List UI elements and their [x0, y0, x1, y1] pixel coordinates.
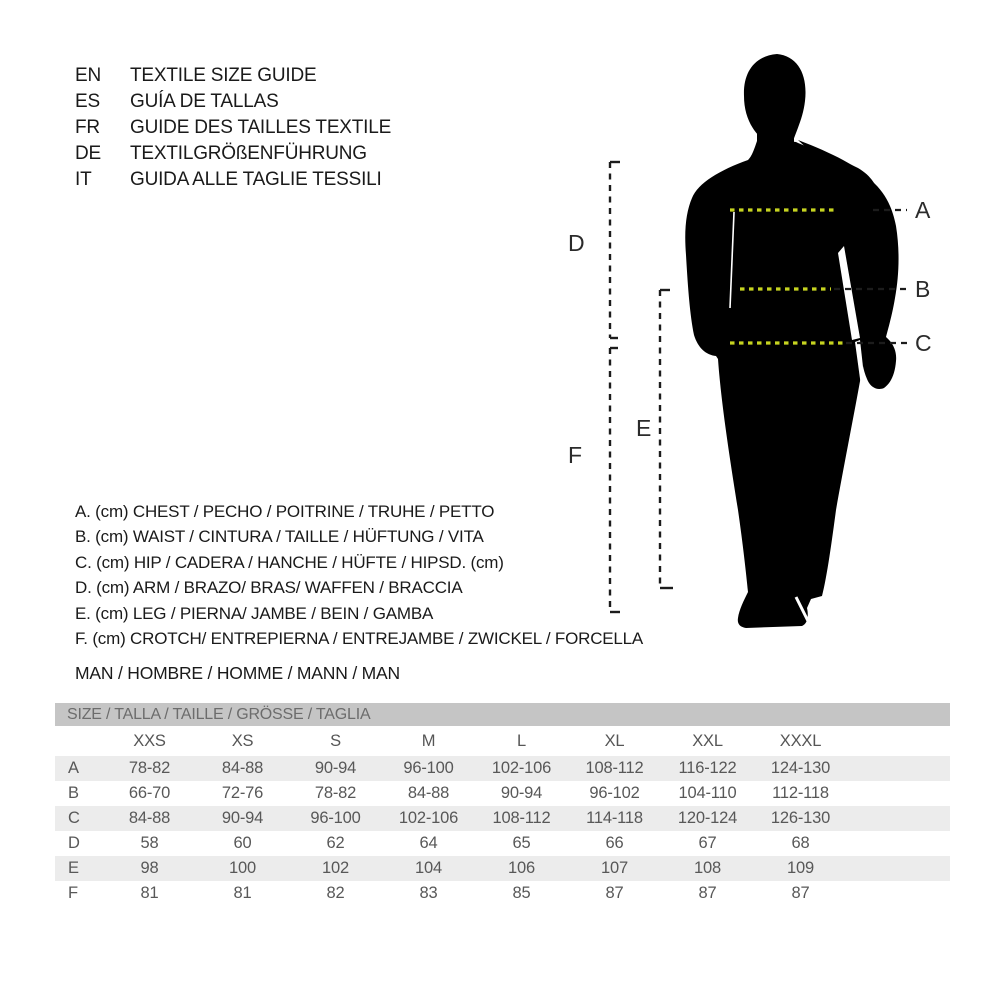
- language-header: [75, 63, 391, 193]
- cell: 87: [791, 884, 810, 902]
- cell: 68: [791, 834, 810, 852]
- cell: 66: [605, 834, 624, 852]
- cell: 108-112: [492, 809, 551, 827]
- cell: 78-82: [128, 759, 171, 777]
- cell: 102-106: [398, 809, 459, 827]
- cell: 109: [787, 859, 814, 877]
- cell: 108: [694, 859, 721, 877]
- cell: 102-106: [491, 759, 552, 777]
- label-waist: B: [915, 276, 931, 302]
- cell: 62: [326, 834, 345, 852]
- legend-item-arm: D. (cm) ARM / BRAZO/ BRAS/ WAFFEN / BRACCIA: [75, 578, 463, 598]
- cell: 84-88: [221, 759, 264, 777]
- table-row: [55, 881, 950, 906]
- cell: 82: [326, 884, 345, 902]
- cell: 120-124: [677, 809, 738, 827]
- cell: 64: [419, 834, 438, 852]
- size-table: [55, 703, 950, 906]
- cell: 104-110: [678, 784, 737, 802]
- language-row: [75, 141, 391, 167]
- table-row: [55, 781, 950, 806]
- cell: 65: [512, 834, 531, 852]
- size-table-title: SIZE / TALLA / TAILLE / GRÖSSE / TAGLIA: [55, 703, 950, 726]
- row-label: D: [68, 834, 80, 852]
- legend-item-leg: E. (cm) LEG / PIERNA/ JAMBE / BEIN / GAMBA: [75, 603, 434, 623]
- cell: 102: [322, 859, 349, 877]
- cell: 67: [698, 834, 717, 852]
- language-code: EN: [75, 65, 101, 86]
- language-row: [75, 89, 391, 115]
- cell: 84-88: [128, 809, 171, 827]
- cell: 87: [605, 884, 624, 902]
- legend-item-waist: B. (cm) WAIST / CINTURA / TAILLE / HÜFTUNG / VITA: [75, 527, 484, 547]
- language-code: DE: [75, 143, 101, 164]
- cell: 96-102: [589, 784, 640, 802]
- gender-heading: MAN / HOMBRE / HOMME / MANN / MAN: [75, 663, 400, 683]
- cell: 107: [601, 859, 628, 877]
- legend-item-hip: C. (cm) HIP / CADERA / HANCHE / HÜFTE / HIPSD. (cm): [75, 552, 504, 572]
- cell: 72-76: [221, 784, 264, 802]
- language-code: IT: [75, 169, 92, 190]
- label-crotch: F: [568, 442, 583, 468]
- language-title: GUIDE DES TAILLES TEXTILE: [130, 117, 392, 138]
- cell: 106: [508, 859, 535, 877]
- cell: 81: [233, 884, 252, 902]
- cell: 90-94: [314, 759, 357, 777]
- cell: 84-88: [407, 784, 450, 802]
- cell: 83: [419, 884, 438, 902]
- language-code: FR: [75, 117, 100, 138]
- column-header: XXXL: [779, 731, 822, 750]
- row-label: B: [68, 784, 79, 802]
- row-label: F: [68, 884, 78, 902]
- row-label: C: [68, 809, 80, 827]
- size-table-header-row: [55, 726, 950, 756]
- cell: 87: [698, 884, 717, 902]
- cell: 90-94: [500, 784, 543, 802]
- label-leg: E: [636, 415, 652, 441]
- cell: 124-130: [770, 759, 831, 777]
- cell: 81: [140, 884, 159, 902]
- cell: 108-112: [585, 759, 644, 777]
- cell: 58: [140, 834, 159, 852]
- row-label: E: [68, 859, 79, 877]
- language-title: GUIDA ALLE TAGLIE TESSILI: [130, 169, 382, 190]
- cell: 90-94: [221, 809, 264, 827]
- legend-item-crotch: F. (cm) CROTCH/ ENTREPIERNA / ENTREJAMBE / ZWICKEL / FORCELLA: [75, 629, 644, 649]
- table-row: [55, 856, 950, 881]
- row-label: A: [68, 759, 79, 777]
- cell: 60: [233, 834, 252, 852]
- language-code: ES: [75, 91, 100, 112]
- table-row: [55, 831, 950, 856]
- language-row: [75, 63, 391, 89]
- language-row: [75, 115, 391, 141]
- language-title: TEXTILGRÖßENFÜHRUNG: [130, 143, 367, 164]
- cell: 100: [229, 859, 256, 877]
- table-row: [55, 806, 950, 831]
- cell: 114-118: [586, 809, 643, 827]
- column-header: L: [517, 731, 526, 750]
- table-row: [55, 756, 950, 781]
- cell: 66-70: [128, 784, 171, 802]
- language-title: GUÍA DE TALLAS: [130, 91, 279, 112]
- language-title: TEXTILE SIZE GUIDE: [130, 65, 317, 86]
- cell: 98: [140, 859, 159, 877]
- label-chest: A: [915, 197, 931, 223]
- label-arm: D: [568, 230, 585, 256]
- column-header: S: [330, 731, 341, 750]
- column-header: XL: [604, 731, 625, 750]
- cell: 104: [415, 859, 442, 877]
- cell: 96-100: [403, 759, 454, 777]
- column-header: M: [421, 731, 436, 750]
- measurement-legend: [75, 499, 643, 652]
- cell: 78-82: [314, 784, 357, 802]
- language-row: [75, 167, 391, 193]
- legend-item-chest: A. (cm) CHEST / PECHO / POITRINE / TRUHE / PETTO: [75, 501, 495, 521]
- cell: 126-130: [770, 809, 831, 827]
- cell: 96-100: [310, 809, 361, 827]
- column-header: XS: [231, 731, 254, 750]
- cell: 116-122: [678, 759, 737, 777]
- cell: 85: [512, 884, 531, 902]
- column-header: XXS: [133, 731, 166, 750]
- cell: 112-118: [772, 784, 829, 802]
- label-hip: C: [915, 330, 932, 356]
- column-header: XXL: [692, 731, 723, 750]
